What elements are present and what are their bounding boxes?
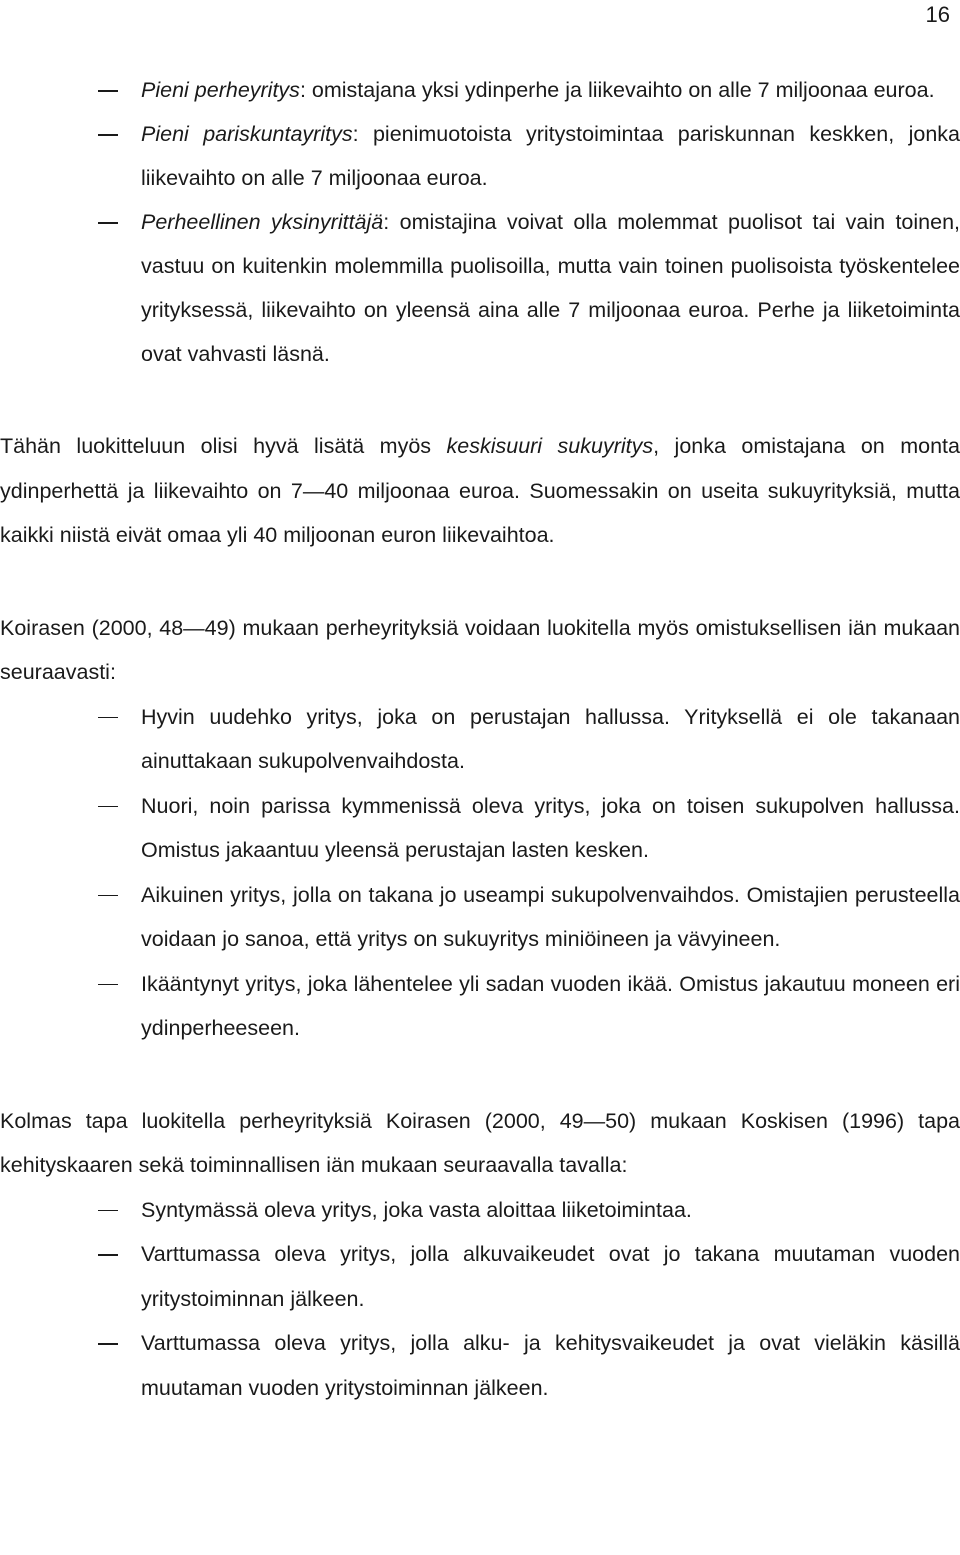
dash-bullet-icon bbox=[98, 1254, 118, 1256]
dash-bullet-icon bbox=[98, 1343, 118, 1345]
list-item-text: Hyvin uudehko yritys, joka on perustajan hallussa. Yrityksellä ei ole takanaan ainuttakaan sukupolvenvaihdosta. bbox=[141, 704, 960, 773]
small-business-type-list bbox=[0, 68, 960, 376]
dash-bullet-icon bbox=[98, 895, 118, 897]
list-item-text: Nuori, noin parissa kymmenissä oleva yritys, joka on toisen sukupolven hallussa. Omistus jakaantuu yleensä perustajan lasten kesken. bbox=[141, 793, 960, 862]
document-body bbox=[0, 68, 960, 1410]
list-item bbox=[0, 112, 960, 200]
list-item-text: : omistajina voivat olla molemmat puolisot tai vain toinen, vastuu on kuitenkin molemmilla puolisoilla, mutta vain toinen puolisoista työskentelee yrityksessä, liikevaihto on yleensä aina alle 7 miljoonaa euroa. Perhe ja liiketoiminta ovat vahvasti läsnä. bbox=[141, 210, 960, 366]
paragraph-medium-family-business bbox=[0, 424, 960, 558]
list-item bbox=[0, 1232, 960, 1321]
paragraph-text: Tähän luokitteluun olisi hyvä lisätä myös bbox=[0, 434, 447, 458]
paragraph-term: keskisuuri sukuyritys bbox=[446, 434, 654, 458]
list-item bbox=[0, 695, 960, 784]
dash-bullet-icon bbox=[98, 90, 118, 92]
list-item-term: Pieni pariskuntayritys bbox=[141, 122, 353, 146]
list-item-text: Aikuinen yritys, jolla on takana jo useampi sukupolvenvaihdos. Omistajien perusteella voidaan jo sanoa, että yritys on sukuyritys miniöineen ja vävyineen. bbox=[141, 882, 960, 951]
list-item bbox=[0, 962, 960, 1051]
list-item bbox=[0, 200, 960, 376]
lifecycle-list bbox=[0, 1188, 960, 1411]
dash-bullet-icon bbox=[98, 134, 118, 136]
list-item-term: Pieni perheyritys bbox=[141, 78, 300, 102]
paragraph-text: , jonka omistajana on monta ydinperhettä ja liikevaihto on 7—40 miljoonaa euroa. Suomessakin on useita sukuyrityksiä, mutta kaikki niistä eivät omaa yli 40 miljoonan euron liikevaihtoa. bbox=[0, 434, 960, 547]
dash-bullet-icon bbox=[98, 222, 118, 224]
page-number: 16 bbox=[925, 2, 950, 27]
list-item bbox=[0, 1188, 960, 1233]
paragraph-lifecycle: Kolmas tapa luokitella perheyrityksiä Koirasen (2000, 49—50) mukaan Koskisen (1996) tapa kehityskaaren sekä toiminnallisen iän mukaan seuraavalla tavalla: bbox=[0, 1108, 960, 1177]
list-item-term: Perheellinen yksinyrittäjä bbox=[141, 210, 384, 234]
list-item-text: Varttumassa oleva yritys, jolla alkuvaikeudet ovat jo takana muutaman vuoden yritystoiminnan jälkeen. bbox=[141, 1242, 960, 1311]
list-item-text: Ikääntynyt yritys, joka lähentelee yli sadan vuoden ikää. Omistus jakautuu moneen eri ydinperheeseen. bbox=[141, 971, 960, 1040]
ownership-age-list bbox=[0, 695, 960, 1051]
list-item-text: Syntymässä oleva yritys, joka vasta aloittaa liiketoimintaa. bbox=[141, 1197, 692, 1222]
list-item-text: Varttumassa oleva yritys, jolla alku- ja kehitysvaikeudet ja ovat vieläkin käsillä muutaman vuoden yritystoiminnan jälkeen. bbox=[141, 1331, 960, 1400]
list-item-text: : pienimuotoista yritystoimintaa pariskunnan keskken, jonka liikevaihto on alle 7 miljoonaa euroa. bbox=[141, 122, 960, 190]
dash-bullet-icon bbox=[98, 717, 118, 719]
dash-bullet-icon bbox=[98, 1210, 118, 1212]
paragraph-ownership-age: Koirasen (2000, 48—49) mukaan perheyrityksiä voidaan luokitella myös omistuksellisen iän mukaan seuraavasti: bbox=[0, 615, 960, 684]
list-item bbox=[0, 873, 960, 962]
list-item bbox=[0, 1321, 960, 1410]
list-item-text: : omistajana yksi ydinperhe ja liikevaihto on alle 7 miljoonaa euroa. bbox=[299, 78, 935, 102]
dash-bullet-icon bbox=[98, 984, 118, 986]
list-item bbox=[0, 68, 960, 112]
dash-bullet-icon bbox=[98, 806, 118, 808]
list-item bbox=[0, 784, 960, 873]
